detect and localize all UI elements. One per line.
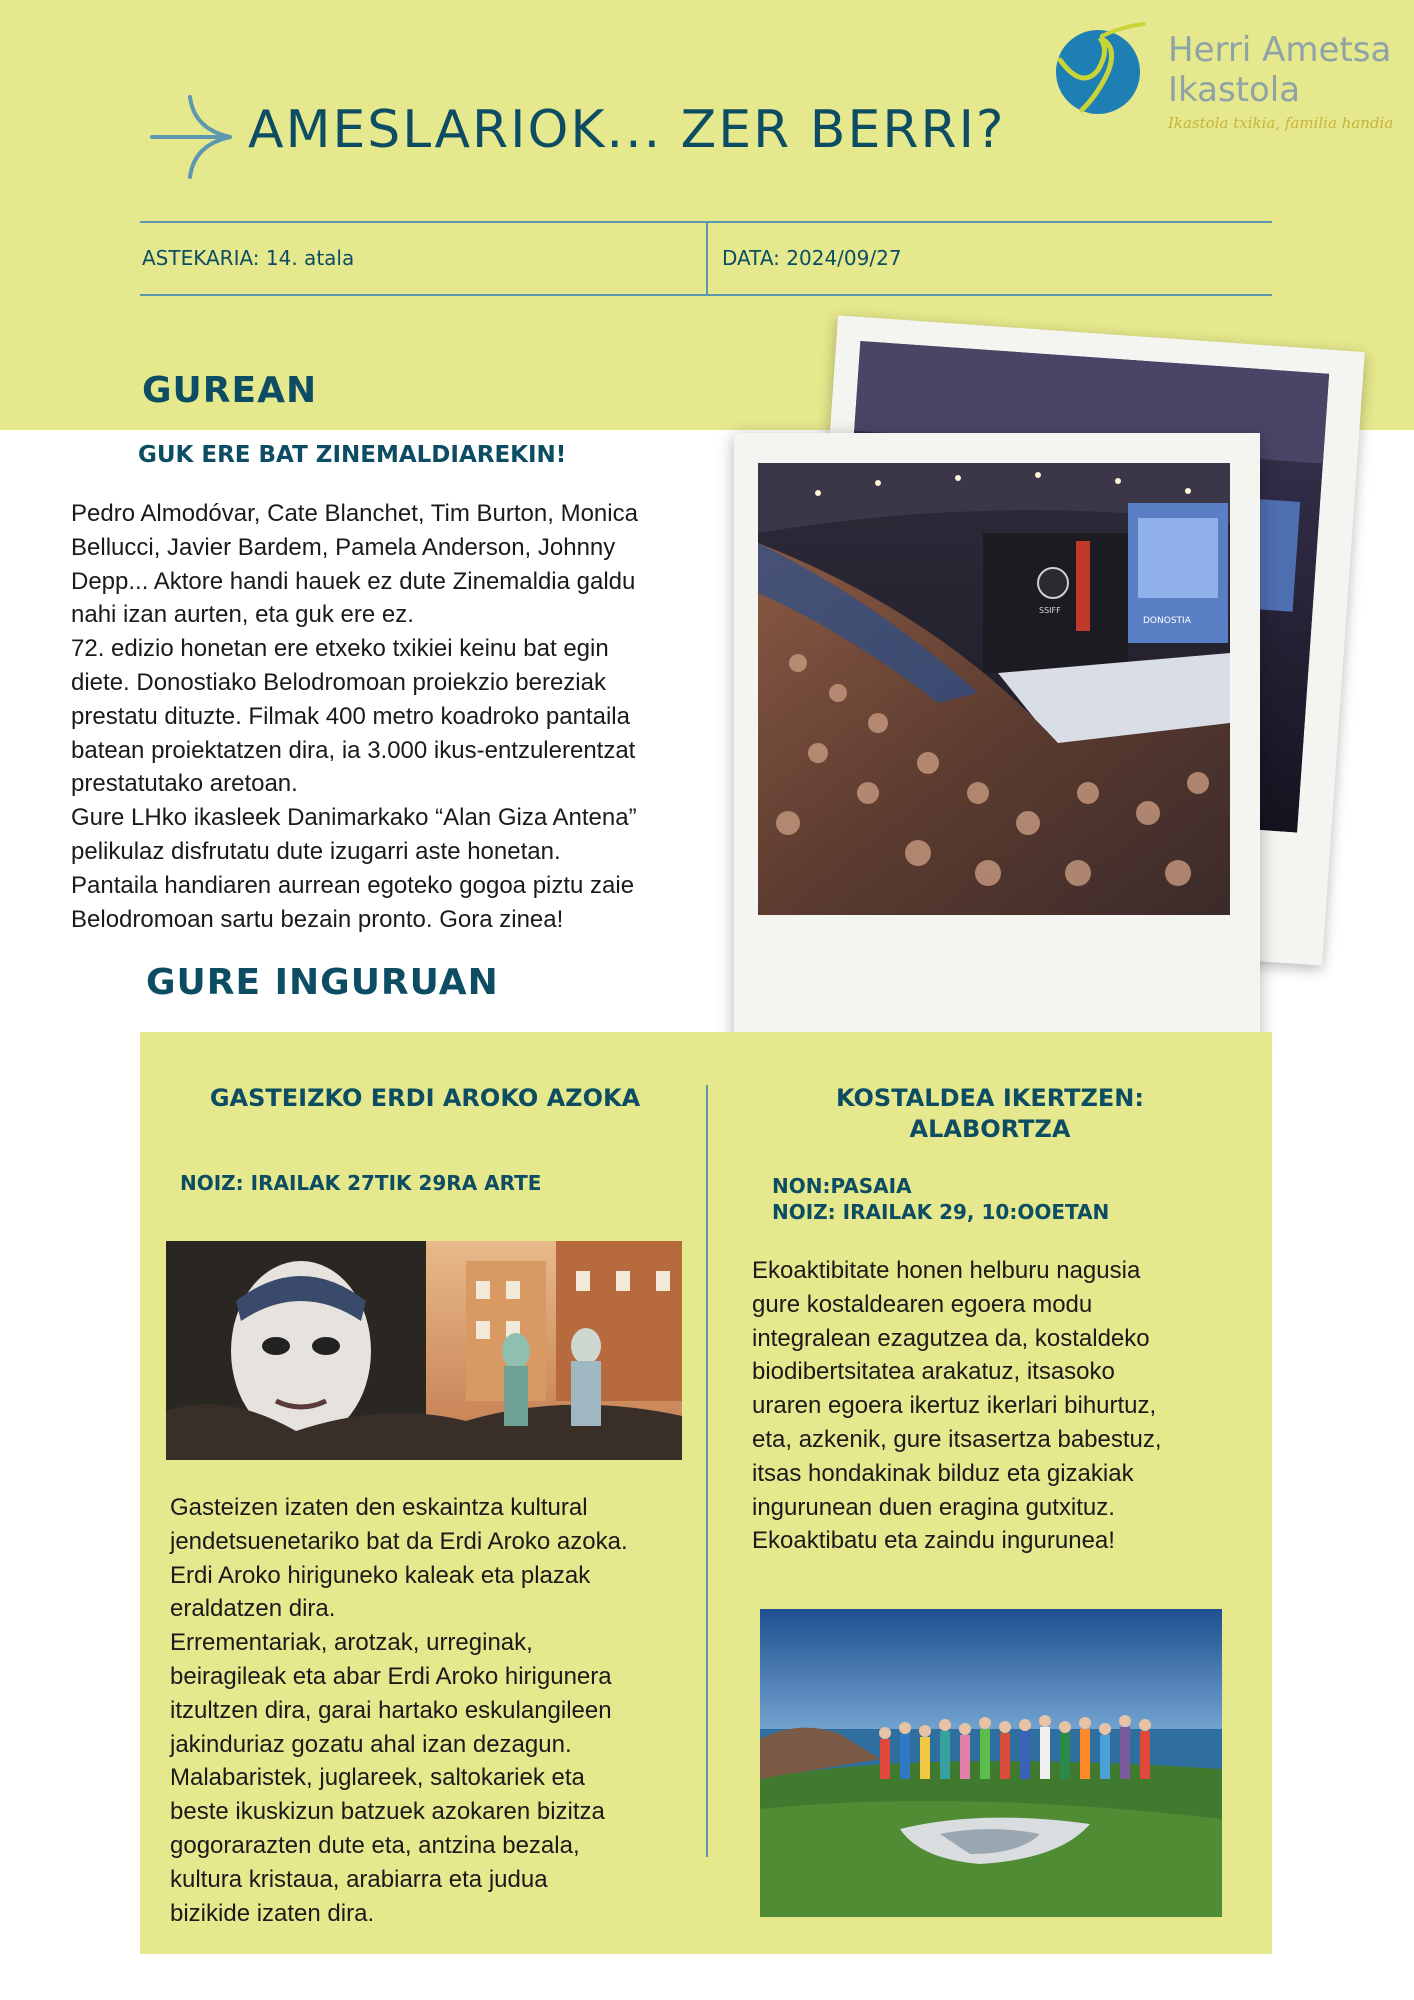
event-when-alabortza: NOIZ: IRAILAK 29, 10:OOETAN	[772, 1200, 1110, 1224]
event-body-alabortza	[752, 1254, 1221, 1558]
text-line: Gasteizen izaten den eskaintza kultural	[170, 1494, 588, 1521]
article-title-zinemaldia: GUK ERE BAT ZINEMALDIAREKIN!	[138, 442, 567, 468]
text-line: Bellucci, Javier Bardem, Pamela Anderson, Johnny	[71, 533, 616, 561]
text-line: bizikide izaten dira.	[170, 1899, 375, 1927]
event-body-azoka	[170, 1491, 667, 1930]
issue-label: ASTEKARIA: 14. atala	[142, 246, 355, 270]
text-line: jendetsuenetariko bat da Erdi Aroko azoka.	[170, 1527, 628, 1555]
text-line: nahi izan aurten, eta guk ere ez.	[71, 601, 414, 629]
section-heading-gure-inguruan: GURE INGURUAN	[146, 962, 499, 1003]
text-line: biodibertsitatea arakatuz, itsasoko	[752, 1358, 1115, 1386]
text-line: Depp... Aktore handi hauek ez dute Zinemaldia galdu	[71, 567, 636, 595]
screen-text: DONOSTIA	[1143, 616, 1191, 626]
logo-subname: Ikastola	[1168, 70, 1301, 110]
text-line: Malabaristek, juglareek, saltokariek eta	[170, 1764, 585, 1792]
text-line: eta, azkenik, gure itsasertza babestuz,	[752, 1425, 1162, 1453]
polaroid-photo-front	[734, 433, 1260, 1045]
text-line: kultura kristaua, arabiarra eta judua	[170, 1865, 548, 1893]
text-line: batean proiektatzen dira, ia 3.000 ikus-entzulerentzat	[71, 736, 636, 764]
event-when-azoka: NOIZ: IRAILAK 27TIK 29RA ARTE	[180, 1171, 542, 1195]
text-line: Pedro Almodóvar, Cate Blanchet, Tim Burton, Monica	[71, 500, 638, 527]
text-line: prestatutako aretoan.	[71, 770, 298, 798]
event-title-line: ALABORTZA	[909, 1115, 1071, 1143]
text-line: Erdi Aroko hiriguneko kaleak eta plazak	[170, 1561, 591, 1589]
date-label: DATA: 2024/09/27	[722, 246, 902, 270]
text-line: Pantaila handiaren aurrean egoteko gogoa piztu zaie	[71, 871, 635, 899]
text-line: gure kostaldearen egoera modu	[752, 1290, 1093, 1318]
event-title-alabortza	[740, 1083, 1240, 1145]
arrow-right-icon	[150, 95, 235, 180]
text-line: ingurunean duen eragina gutxituz.	[752, 1493, 1115, 1521]
text-line: Ekoaktibitate honen helburu nagusia	[752, 1257, 1141, 1284]
text-line: pelikulaz disfrutatu dute izugarri aste honetan.	[71, 837, 561, 865]
text-line: prestatu dituzte. Filmak 400 metro koadroko pantaila	[71, 702, 630, 730]
article-body-zinemaldia	[71, 497, 689, 936]
text-line: 72. edizio honetan ere etxeko txikiei keinu bat egin	[71, 635, 609, 663]
text-line: diete. Donostiako Belodromoan proiekzio bereziak	[71, 668, 606, 696]
logo-name: Herri Ametsa	[1168, 30, 1392, 70]
text-line: eraldatzen dira.	[170, 1595, 336, 1623]
text-line: gogorarazten dute eta, antzina bezala,	[170, 1831, 580, 1859]
coast-cleanup-photo	[760, 1609, 1222, 1917]
text-line: Belodromoan sartu bezain pronto. Gora zinea!	[71, 905, 564, 933]
text-line: itzultzen dira, garai hartako eskulangileen	[170, 1696, 612, 1724]
cinema-hall-photo	[758, 463, 1230, 915]
text-line: beiragileak eta abar Erdi Aroko hirigunera	[170, 1662, 612, 1690]
section-heading-gurean: GUREAN	[142, 370, 318, 411]
text-line: itsas hondakinak bilduz eta gizakiak	[752, 1459, 1134, 1487]
text-line: Ekoaktibatu eta zaindu ingurunea!	[752, 1527, 1115, 1555]
text-line: integralean ezagutzea da, kostaldeko	[752, 1324, 1150, 1352]
header-rule-divider	[706, 222, 708, 295]
text-line: Gure LHko ikasleek Danimarkako “Alan Giza Antena”	[71, 804, 637, 832]
text-line: beste ikuskizun batzuek azokaren bizitza	[170, 1798, 605, 1826]
events-panel-divider	[706, 1085, 708, 1857]
text-line: uraren egoera ikertuz ikerlari bihurtuz,	[752, 1392, 1157, 1420]
medieval-fair-photo	[166, 1241, 682, 1460]
ikastola-logo-icon	[1052, 20, 1148, 116]
newsletter-title: AMESLARIOK... ZER BERRI?	[248, 100, 1006, 160]
text-line: jakinduriaz gozatu ahal izan dezagun.	[170, 1730, 572, 1758]
festival-logo-text: SSIFF	[1039, 606, 1061, 615]
event-title-line: KOSTALDEA IKERTZEN:	[835, 1084, 1144, 1112]
event-where-alabortza: NON:PASAIA	[772, 1174, 912, 1198]
event-title-azoka: GASTEIZKO ERDI AROKO AZOKA	[209, 1084, 641, 1112]
text-line: Errementariak, arotzak, urreginak,	[170, 1629, 533, 1657]
logo-tagline: Ikastola txikia, familia handia	[1168, 114, 1394, 132]
